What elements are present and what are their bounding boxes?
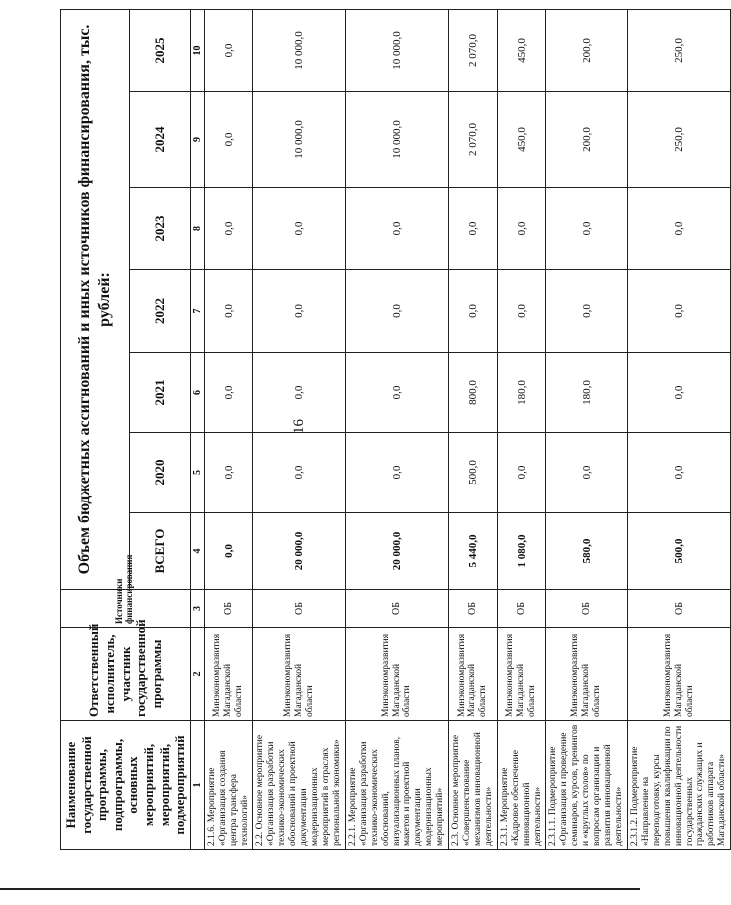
rotated-table-wrapper — [60, 10, 728, 850]
column-number: 9 — [190, 92, 204, 188]
row-total: 500,0 — [627, 513, 730, 590]
row-value: 0,0 — [253, 353, 345, 433]
header-year: 2025 — [130, 9, 191, 91]
row-total: 1 080,0 — [497, 513, 546, 590]
row-value: 10 000,0 — [253, 92, 345, 188]
page-number: 16 — [291, 419, 307, 434]
row-name: 2.3.1. Мероприятие «Кадровое обеспечение инновационной деятельности» — [497, 721, 546, 850]
bottom-rule — [0, 888, 640, 890]
row-executor: Минэкономразвития Магаданской области — [204, 628, 253, 721]
row-name: 2.2.1. Мероприятие «Организация разработки технико-экономических обоснований, визуализационных планов, макетов и проектной документации модернизационных мероприятий» — [345, 721, 448, 850]
row-name: 2.3. Основное мероприятие «Совершенствование механизмов инновационной деятельности» — [449, 721, 498, 850]
row-value: 200,0 — [546, 9, 627, 91]
column-number: 3 — [190, 590, 204, 628]
header-row-1 — [61, 9, 130, 849]
row-value: 450,0 — [497, 9, 546, 91]
row-value: 0,0 — [627, 270, 730, 353]
column-number: 5 — [190, 433, 204, 513]
row-executor: Минэкономразвития Магаданской области — [253, 628, 345, 721]
row-source: ОБ — [449, 590, 498, 628]
header-year: 2024 — [130, 92, 191, 188]
row-executor: Минэкономразвития Магаданской области — [497, 628, 546, 721]
financing-table — [60, 9, 731, 850]
row-source: ОБ — [204, 590, 253, 628]
row-value: 0,0 — [204, 270, 253, 353]
header-executor: Ответственный исполнитель, участник государственной программы — [61, 628, 191, 721]
table-row — [497, 9, 546, 849]
row-executor: Минэкономразвития Магаданской области — [449, 628, 498, 721]
row-value: 0,0 — [497, 188, 546, 270]
column-number: 2 — [190, 628, 204, 721]
table-row — [204, 9, 253, 849]
row-value: 800,0 — [449, 353, 498, 433]
header-year: 2022 — [130, 270, 191, 353]
row-value: 0,0 — [546, 433, 627, 513]
header-year: 2021 — [130, 353, 191, 433]
row-value: 0,0 — [546, 188, 627, 270]
row-total: 20 000,0 — [253, 513, 345, 590]
row-value: 0,0 — [345, 188, 448, 270]
row-value: 0,0 — [627, 353, 730, 433]
row-value: 10 000,0 — [345, 92, 448, 188]
row-value: 0,0 — [345, 353, 448, 433]
row-value: 0,0 — [204, 188, 253, 270]
table-row — [546, 9, 627, 849]
table-row — [449, 9, 498, 849]
row-value: 180,0 — [546, 353, 627, 433]
row-value: 0,0 — [546, 270, 627, 353]
table-body — [204, 9, 730, 849]
row-value: 0,0 — [204, 433, 253, 513]
row-executor: Минэкономразвития Магаданской области — [627, 628, 730, 721]
row-value: 200,0 — [546, 92, 627, 188]
column-number: 1 — [190, 721, 204, 850]
column-number: 4 — [190, 513, 204, 590]
row-name: 2.2. Основное мероприятие «Организация разработки технико-экономических обоснований и проектной документации модернизационных мероприятий в отраслях региональной экономики» — [253, 721, 345, 850]
row-value: 0,0 — [253, 188, 345, 270]
row-value: 0,0 — [204, 92, 253, 188]
header-year: 2023 — [130, 188, 191, 270]
row-name: 2.1.6. Мероприятие «Организация создания центра трансфера технологий» — [204, 721, 253, 850]
row-total: 20 000,0 — [345, 513, 448, 590]
header-money: Объем бюджетных ассигнований и иных источников финансирования, тыс. рублей: — [61, 9, 130, 589]
row-value: 250,0 — [627, 92, 730, 188]
row-value: 0,0 — [253, 270, 345, 353]
table-row — [345, 9, 448, 849]
row-source: ОБ — [546, 590, 627, 628]
header-year: 2020 — [130, 433, 191, 513]
row-source: ОБ — [345, 590, 448, 628]
row-name: 2.3.1.1. Подмероприятие «Организация и проведение семинаров, курсов, тренингов и «круглых столов» по вопросам организации и развития инновационной деятельности» — [546, 721, 627, 850]
row-value: 0,0 — [497, 270, 546, 353]
table-row — [253, 9, 345, 849]
row-value: 250,0 — [627, 9, 730, 91]
row-source: ОБ — [253, 590, 345, 628]
row-value: 180,0 — [497, 353, 546, 433]
row-source: ОБ — [497, 590, 546, 628]
column-number: 8 — [190, 188, 204, 270]
row-name: 2.3.1.2. Подмероприятие «Направление на переподготовку, курсы повышения квалификации по инновационной деятельности государственных гражданских служащих и работников аппарата Магаданской области» — [627, 721, 730, 850]
header-total: ВСЕГО — [130, 513, 191, 590]
row-value: 500,0 — [449, 433, 498, 513]
column-number-row — [190, 9, 204, 849]
row-value: 0,0 — [204, 353, 253, 433]
row-value: 0,0 — [345, 270, 448, 353]
column-number: 7 — [190, 270, 204, 353]
row-value: 0,0 — [449, 270, 498, 353]
row-value: 0,0 — [253, 433, 345, 513]
column-number: 10 — [190, 9, 204, 91]
row-value: 0,0 — [449, 188, 498, 270]
table-row — [627, 9, 730, 849]
row-value: 10 000,0 — [345, 9, 448, 91]
row-value: 0,0 — [497, 433, 546, 513]
row-value: 0,0 — [627, 188, 730, 270]
row-total: 0,0 — [204, 513, 253, 590]
row-value: 0,0 — [204, 9, 253, 91]
row-value: 450,0 — [497, 92, 546, 188]
row-executor: Минэкономразвития Магаданской области — [546, 628, 627, 721]
row-total: 580,0 — [546, 513, 627, 590]
row-value: 2 070,0 — [449, 9, 498, 91]
row-executor: Минэкономразвития Магаданской области — [345, 628, 448, 721]
row-source: ОБ — [627, 590, 730, 628]
row-total: 5 440,0 — [449, 513, 498, 590]
row-value: 0,0 — [345, 433, 448, 513]
column-number: 6 — [190, 353, 204, 433]
row-value: 0,0 — [627, 433, 730, 513]
row-value: 2 070,0 — [449, 92, 498, 188]
header-name: Наименование государственной программы, подпрограммы, основных мероприятий, мероприятий, подмероприятий — [61, 721, 191, 850]
header-source: Источники финансирования — [61, 590, 191, 628]
row-value: 10 000,0 — [253, 9, 345, 91]
